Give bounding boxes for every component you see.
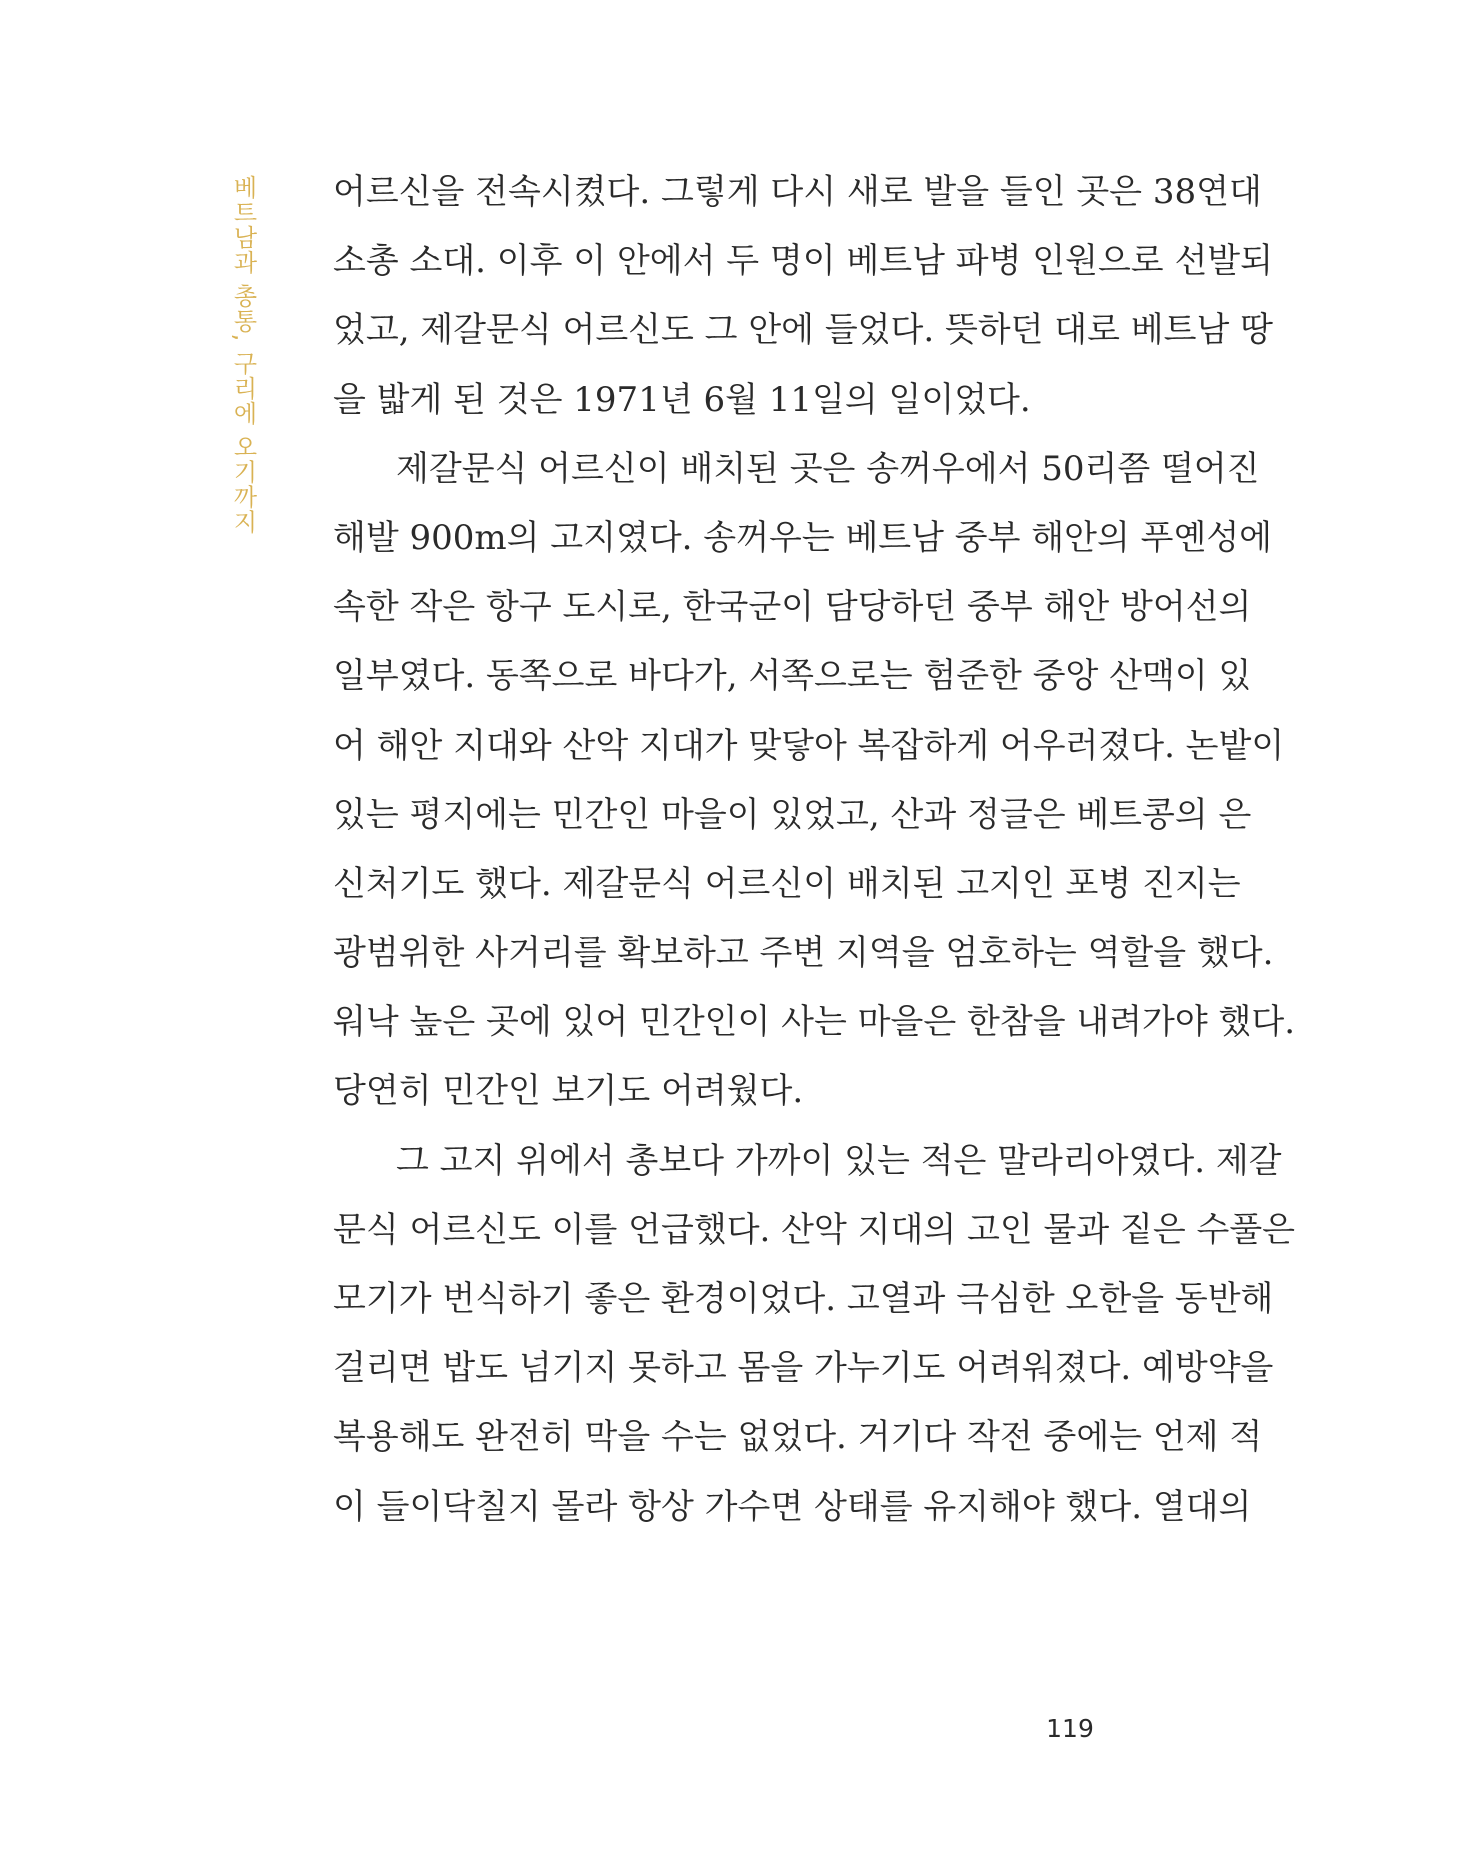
text-line: 이 들이닥칠지 몰라 항상 가수면 상태를 유지해야 했다. 열대의 xyxy=(333,1486,1252,1527)
text-line: 제갈문식 어르신이 배치된 곳은 송꺼우에서 50리쯤 떨어진 xyxy=(396,448,1260,489)
text-line: 해발 900m의 고지였다. 송꺼우는 베트남 중부 해안의 푸옌성에 xyxy=(333,517,1273,558)
text-line: 있는 평지에는 민간인 마을이 있었고, 산과 정글은 베트콩의 은 xyxy=(333,794,1252,835)
text-line: 일부였다. 동쪽으로 바다가, 서쪽으로는 험준한 중앙 산맥이 있 xyxy=(333,656,1252,697)
running-header: 베트남과 총통, 구리에 오기까지 xyxy=(229,175,257,535)
text-line: 을 밟게 된 것은 1971년 6월 11일의 일이었다. xyxy=(333,379,1031,420)
text-line: 워낙 높은 곳에 있어 민간인이 사는 마을은 한참을 내려가야 했다. xyxy=(333,1002,1296,1043)
text-line: 모기가 번식하기 좋은 환경이었다. 고열과 극심한 오한을 동반해 xyxy=(333,1279,1274,1319)
text-line: 문식 어르신도 이를 언급했다. 산악 지대의 고인 물과 짙은 수풀은 xyxy=(333,1209,1296,1250)
text-line: 속한 작은 항구 도시로, 한국군이 담당하던 중부 해안 방어선의 xyxy=(333,587,1252,628)
body-text xyxy=(333,158,1296,1542)
text-line: 어르신을 전속시켰다. 그렇게 다시 새로 발을 들인 곳은 38연대 xyxy=(333,172,1262,212)
text-line: 걸리면 밥도 넘기지 못하고 몸을 가누기도 어려워졌다. 예방약을 xyxy=(333,1348,1274,1389)
text-line: 신처기도 했다. 제갈문식 어르신이 배치된 고지인 포병 진지는 xyxy=(333,863,1241,904)
text-line: 소총 소대. 이후 이 안에서 두 명이 베트남 파병 인원으로 선발되 xyxy=(333,241,1273,282)
text-line: 광범위한 사거리를 확보하고 주변 지역을 엄호하는 역할을 했다. xyxy=(333,933,1274,974)
page-number: 119 xyxy=(1046,1714,1094,1743)
text-line: 었고, 제갈문식 어르신도 그 안에 들었다. 뜻하던 대로 베트남 땅 xyxy=(333,310,1273,351)
text-line: 어 해안 지대와 산악 지대가 맞닿아 복잡하게 어우러졌다. 논밭이 xyxy=(333,725,1285,766)
text-line: 그 고지 위에서 총보다 가까이 있는 적은 말라리아였다. 제갈 xyxy=(396,1140,1282,1181)
text-line: 당연히 민간인 보기도 어려웠다. xyxy=(333,1071,804,1112)
text-line: 복용해도 완전히 막을 수는 없었다. 거기다 작전 중에는 언제 적 xyxy=(333,1417,1263,1458)
